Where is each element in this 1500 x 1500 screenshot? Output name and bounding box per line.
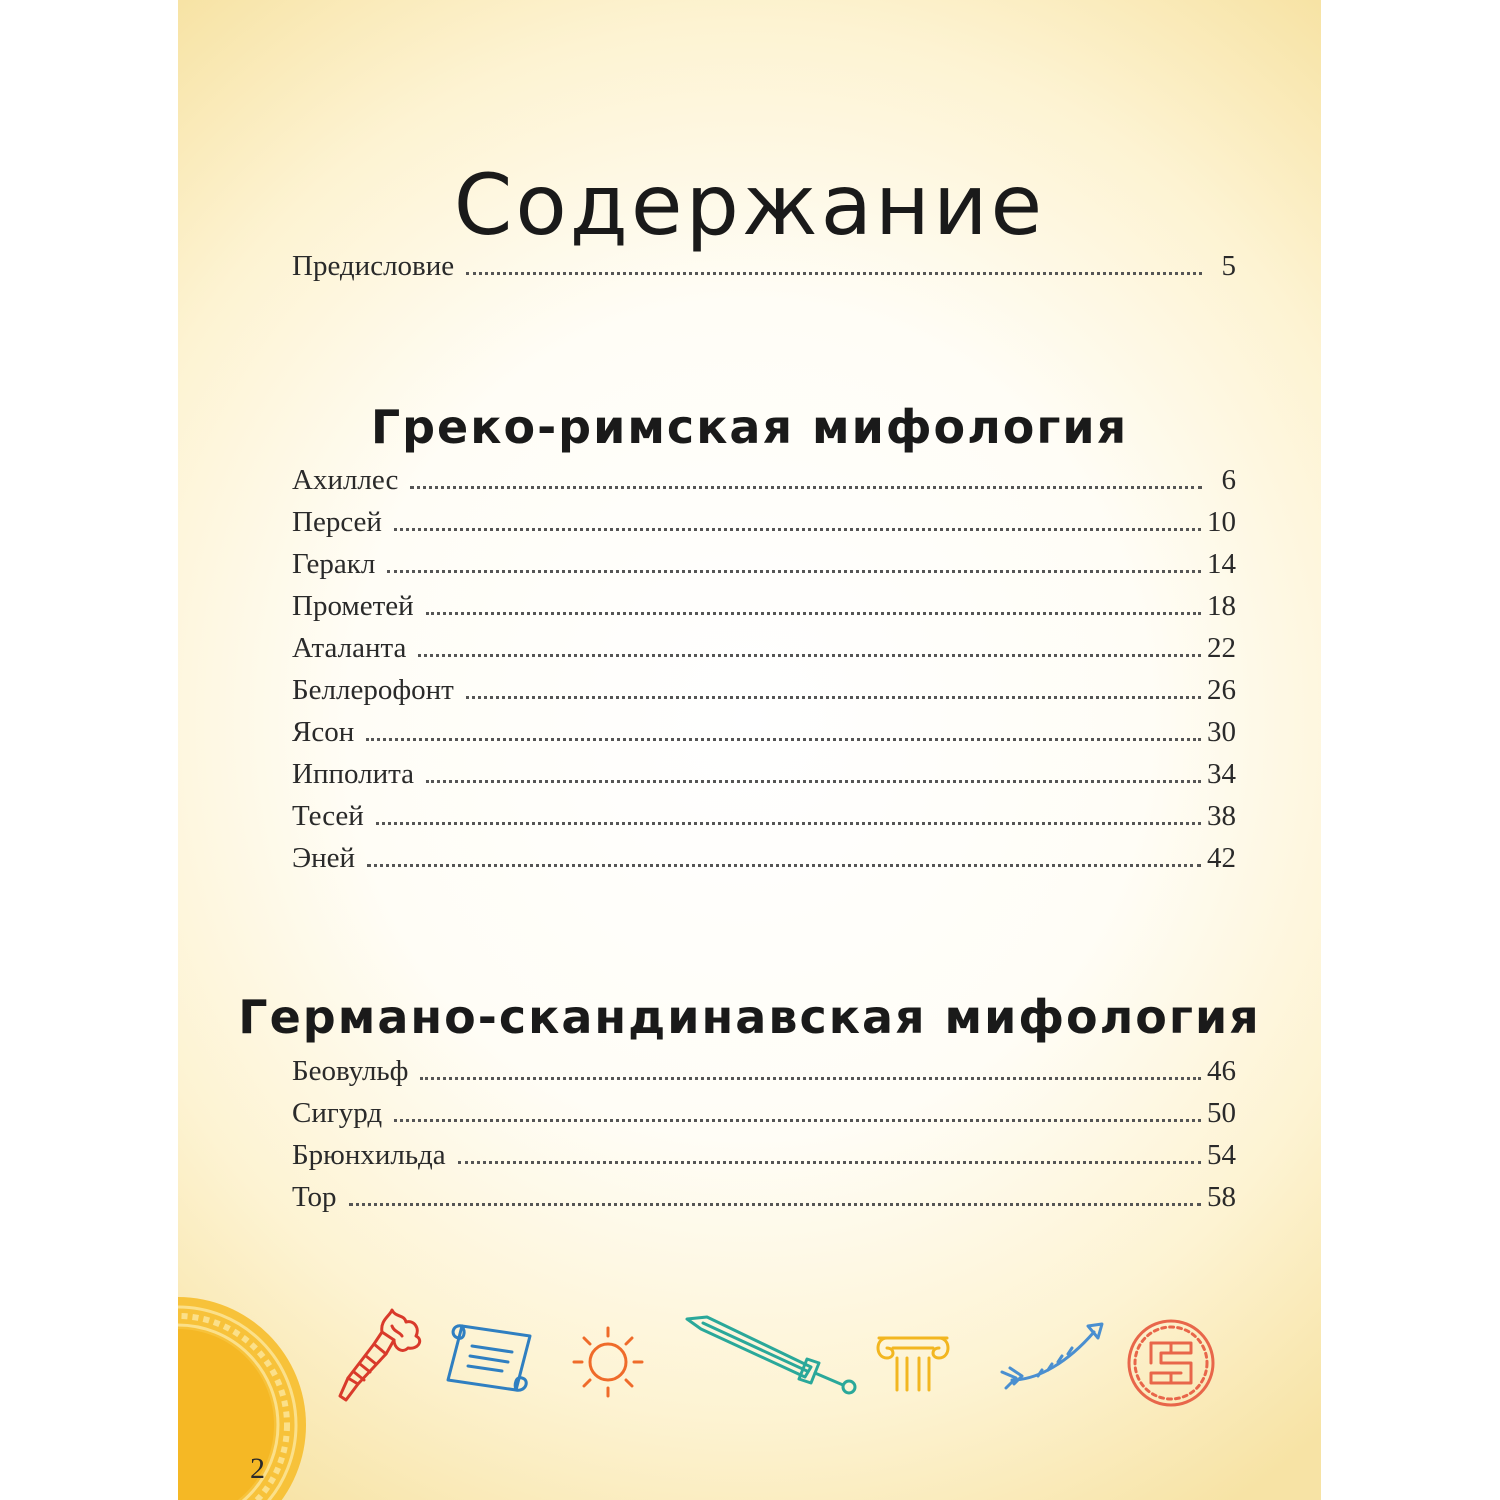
toc-entry[interactable] <box>292 464 1236 506</box>
toc-entry-label: Эней <box>292 842 356 874</box>
toc-entry[interactable] <box>292 506 1236 548</box>
toc-leader-dots <box>426 779 1201 783</box>
toc-leader-dots <box>367 863 1201 867</box>
toc-leader-dots <box>394 1118 1201 1122</box>
toc-entry-label: Тесей <box>292 800 364 832</box>
toc-leader-dots <box>410 485 1202 489</box>
toc-entry-page: 26 <box>1207 674 1236 706</box>
toc-entry[interactable] <box>292 632 1236 674</box>
toc-entry-label: Сигурд <box>292 1097 383 1129</box>
toc-entry-page: 6 <box>1221 464 1236 496</box>
toc-entry-page: 54 <box>1207 1139 1236 1171</box>
toc-entry[interactable] <box>292 1139 1236 1181</box>
toc-leader-dots <box>466 271 1202 275</box>
sword-icon <box>683 1315 863 1400</box>
scroll-icon <box>442 1318 537 1396</box>
toc-entry-page: 5 <box>1221 250 1236 282</box>
toc-entry-page: 50 <box>1207 1097 1236 1129</box>
toc-leader-dots <box>466 695 1201 699</box>
toc-leader-dots <box>420 1076 1201 1080</box>
book-page <box>178 0 1321 1500</box>
toc-entry-label: Беовульф <box>292 1055 409 1087</box>
toc-entry-label: Брюнхильда <box>292 1139 446 1171</box>
toc-leader-dots <box>394 527 1201 531</box>
toc-list-norse <box>292 1055 1236 1223</box>
toc-entry-page: 42 <box>1207 842 1236 874</box>
toc-entry-label: Персей <box>292 506 382 538</box>
toc-leader-dots <box>418 653 1201 657</box>
toc-leader-dots <box>366 737 1201 741</box>
column-icon <box>873 1326 953 1394</box>
toc-entry-page: 30 <box>1207 716 1236 748</box>
toc-entry-page: 14 <box>1207 548 1236 580</box>
toc-list-greco-roman <box>292 464 1236 884</box>
toc-entry-label: Ясон <box>292 716 355 748</box>
toc-entry[interactable] <box>292 716 1236 758</box>
toc-entry-label: Аталанта <box>292 632 407 664</box>
toc-entry-page: 34 <box>1207 758 1236 790</box>
greek-key-medallion-icon <box>178 1295 318 1500</box>
arrow-icon <box>998 1322 1110 1394</box>
toc-entry[interactable] <box>292 590 1236 632</box>
toc-entry-label: Ахиллес <box>292 464 399 496</box>
toc-leader-dots <box>376 821 1201 825</box>
toc-entry-page: 18 <box>1207 590 1236 622</box>
toc-entry-page: 10 <box>1207 506 1236 538</box>
knot-medallion-icon <box>1126 1318 1216 1408</box>
toc-leader-dots <box>458 1160 1201 1164</box>
toc-entry[interactable] <box>292 842 1236 884</box>
torch-icon <box>330 1308 430 1403</box>
section-title-norse: Германо-скандинавская мифология <box>238 990 1261 1045</box>
preface-list <box>292 250 1236 292</box>
page-title: Содержание <box>453 156 1046 255</box>
toc-entry[interactable] <box>292 1181 1236 1223</box>
toc-entry-label: Прометей <box>292 590 414 622</box>
toc-entry[interactable] <box>292 1055 1236 1097</box>
toc-entry-label: Ипполита <box>292 758 414 790</box>
toc-entry[interactable] <box>292 800 1236 842</box>
toc-entry[interactable] <box>292 758 1236 800</box>
toc-entry-page: 22 <box>1207 632 1236 664</box>
toc-entry-preface[interactable] <box>292 250 1236 292</box>
toc-entry[interactable] <box>292 1097 1236 1139</box>
toc-entry-label: Геракл <box>292 548 376 580</box>
toc-entry-label: Беллерофонт <box>292 674 454 706</box>
toc-entry-label: Тор <box>292 1181 337 1213</box>
toc-leader-dots <box>426 611 1201 615</box>
toc-entry-page: 38 <box>1207 800 1236 832</box>
toc-entry-label: Предисловие <box>292 250 455 282</box>
toc-entry[interactable] <box>292 548 1236 590</box>
toc-entry[interactable] <box>292 674 1236 716</box>
toc-leader-dots <box>387 569 1201 573</box>
toc-entry-page: 58 <box>1207 1181 1236 1213</box>
toc-entry-page: 46 <box>1207 1055 1236 1087</box>
sun-icon <box>570 1324 646 1400</box>
section-title-greco-roman: Греко-римская мифология <box>370 400 1129 455</box>
page-number: 2 <box>250 1452 265 1485</box>
toc-leader-dots <box>349 1202 1201 1206</box>
